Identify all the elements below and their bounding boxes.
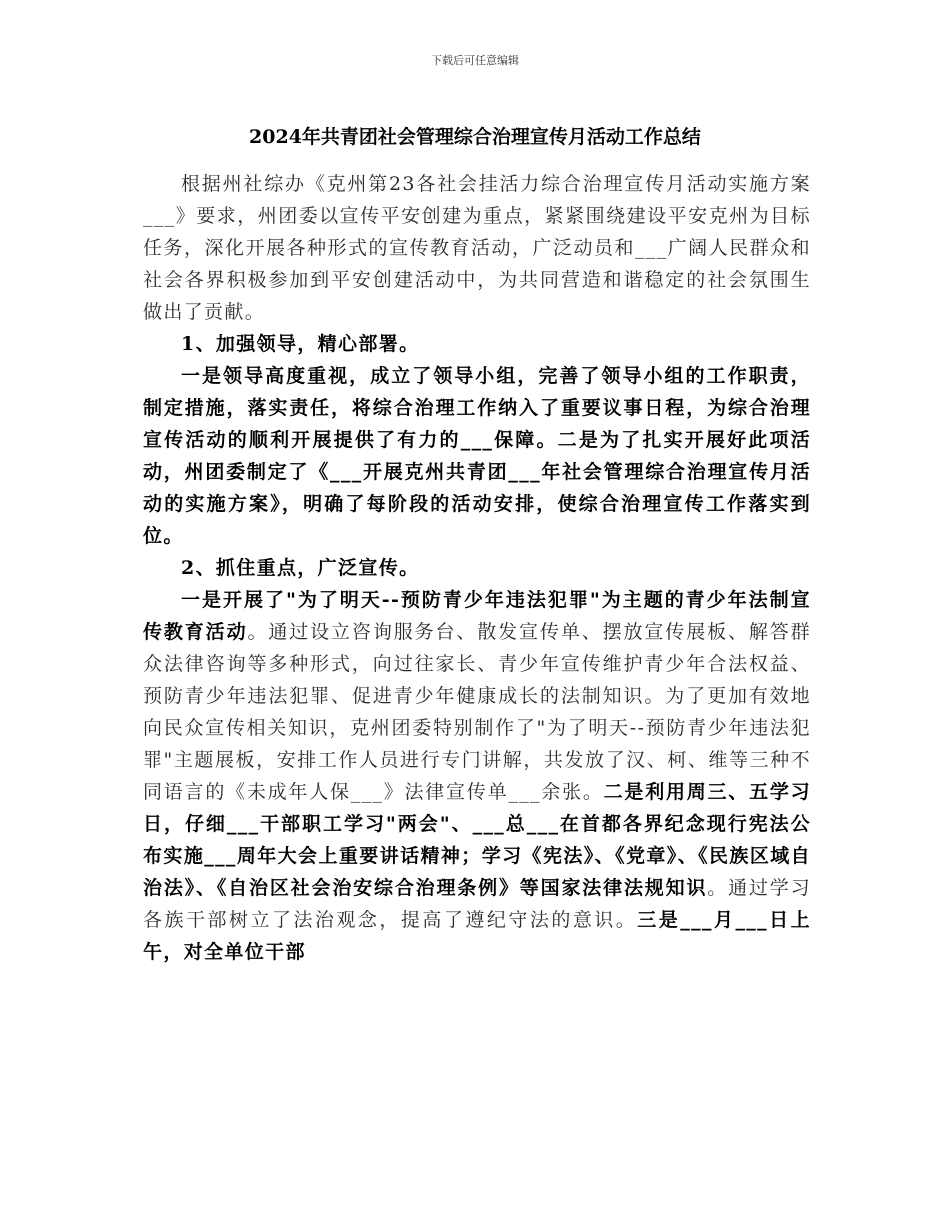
section-2-bold-1: 一是开展了"为了明天--预防青少年违法犯罪"为主题的青少年法制宣传教育活动 (143, 589, 811, 643)
intro-paragraph: 根据州社综办《克州第23各社会挂活力综合治理宣传月活动实施方案___》要求，州团委以宣传平安创建为重点，紧紧围绕建设平安克州为目标任务，深化开展各种形式的宣传教育活动，广泛动员和___广阔人民群众和社会各界积极参加到平安创建活动中，为共同营造和谐稳定的社会氛围生做出了贡献。 (143, 173, 811, 323)
section-2-bold-2: 二是利用周三、五学习日，仔细___干部职工学习"两会"、___总___在首都各界纪念现行宪法公布实施___周年大会上重要讲话精神；学习《宪法》、《党章》、《民族区域自治法》、《自治区社会治安综合治理条例》等国家法律法规知识 (143, 781, 811, 899)
section-2-paragraph (143, 584, 811, 968)
section-2-text-2: 。通过学习各族干部树立了法治观念，提高了遵纪守法的意识。 (143, 877, 811, 931)
document-body (143, 168, 811, 968)
section-2-heading: 2、抓住重点，广泛宣传。 (181, 557, 420, 579)
section-1-paragraph: 一是领导高度重视，成立了领导小组，完善了领导小组的工作职责，制定措施，落实责任，将综合治理工作纳入了重要议事日程，为综合治理宣传活动的顺利开展提供了有力的___保障。二是为了扎实开展好此项活动，州团委制定了《___开展克州共青团___年社会管理综合治理宣传月活动的实施方案》，明确了每阶段的活动安排，使综合治理宣传工作落实到位。 (143, 365, 811, 547)
section-1-heading: 1、加强领导，精心部署。 (181, 333, 420, 355)
document-title: 2024年共青团社会管理综合治理宣传月活动工作总结 (249, 126, 701, 148)
page-header-note: 下载后可任意编辑 (431, 54, 519, 67)
section-2-bold-3: 三是___月___日上午，对全单位干部 (143, 909, 811, 963)
section-2-text-1: 。通过设立咨询服务台、散发宣传单、摆放宣传展板、解答群众法律咨询等多种形式，向过往家长、青少年宣传维护青少年合法权益、预防青少年违法犯罪、促进青少年健康成长的法制知识。为了更加有效地向民众宣传相关知识，克州团委特别制作了"为了明天--预防青少年违法犯罪"主题展板，安排工作人员进行专门讲解，共发放了汉、柯、维等三种不同语言的《未成年人保___》法律宣传单___余张。 (143, 621, 811, 803)
